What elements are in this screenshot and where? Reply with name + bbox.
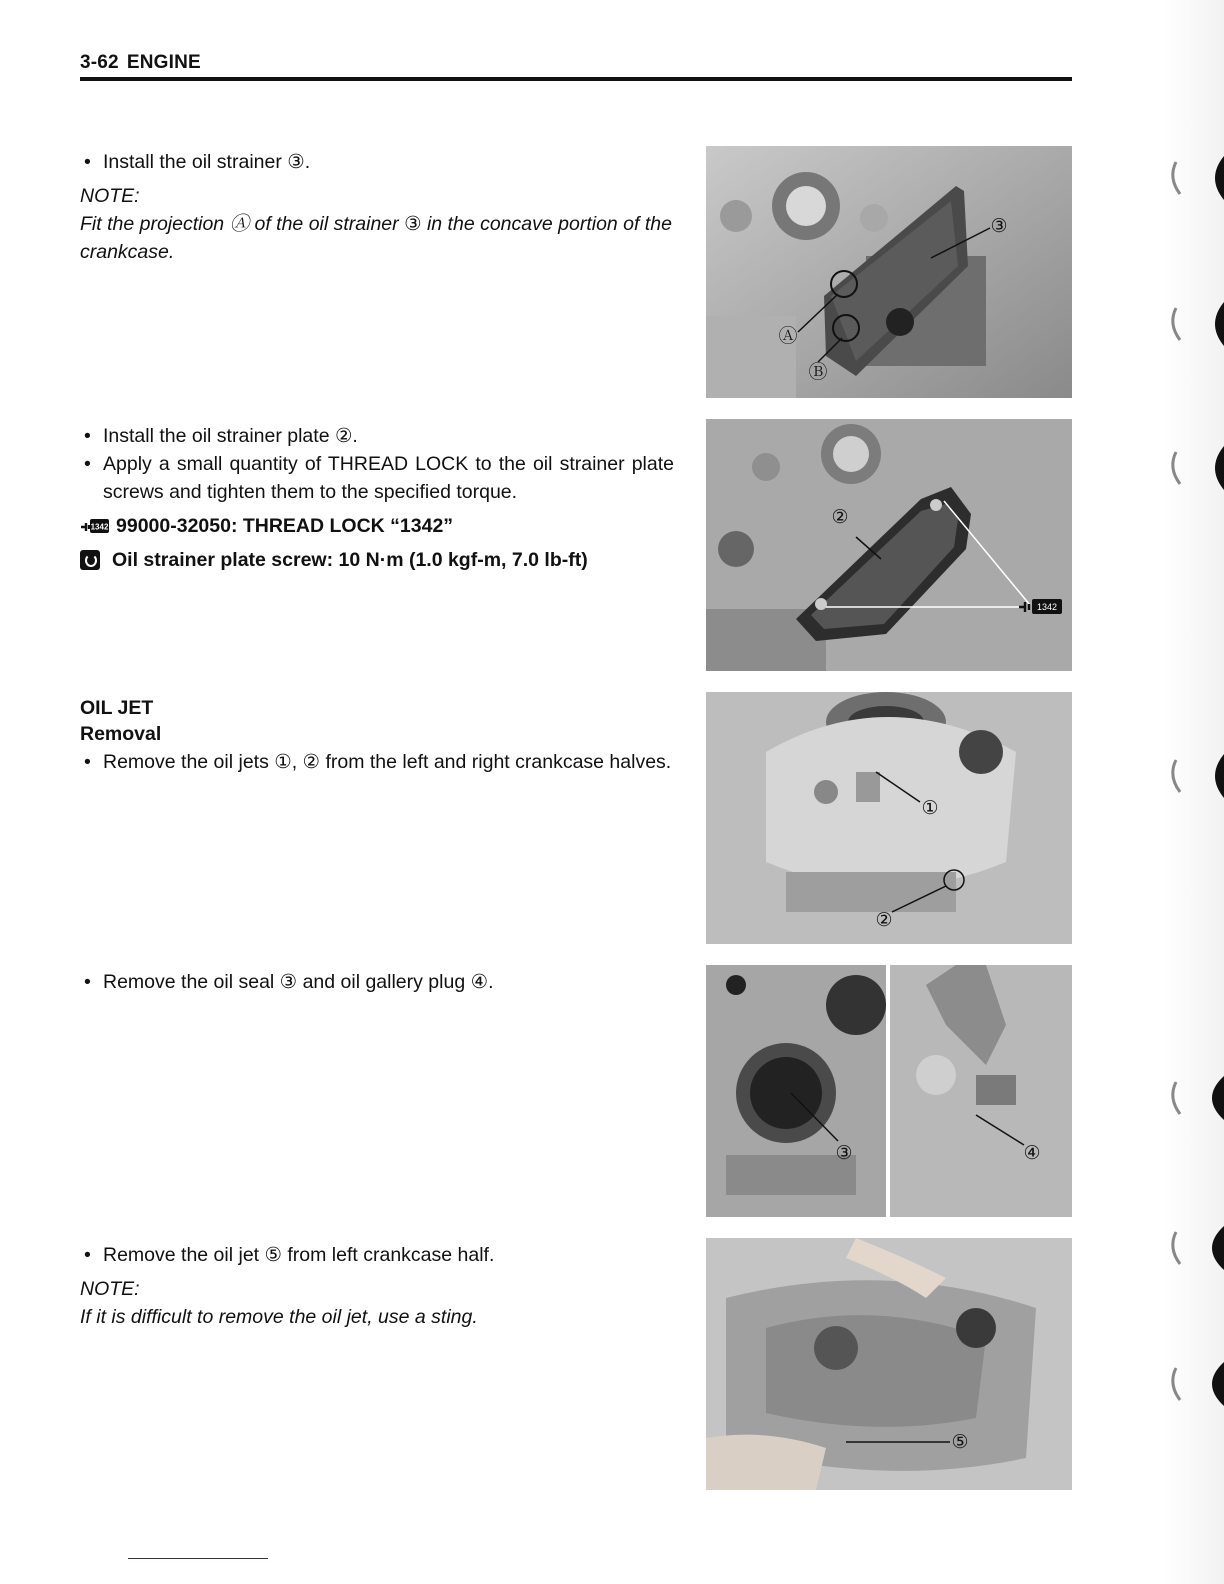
photo-label: ③: [835, 1142, 853, 1164]
bullet-remove-oil-jets: • Remove the oil jets ①, ② from the left and right crankcase halves.: [80, 748, 674, 776]
section-tab-icon: [1166, 1070, 1224, 1126]
bullet-remove-seal-plug: • Remove the oil seal ③ and oil gallery plug ④.: [80, 968, 674, 996]
section-title: ENGINE: [126, 52, 201, 73]
step-remove-oil-jet-5: [80, 1241, 674, 1331]
footer-rule: [128, 1558, 268, 1559]
note-label: NOTE:: [80, 1278, 140, 1300]
section-tab-icon: [1166, 440, 1224, 496]
bullet-apply-threadlock: • Apply a small quantity of THREAD LOCK to the oil strainer plate screws and tighten them to the specified torque.: [80, 450, 674, 506]
threadlock-spec: [80, 512, 674, 540]
photo-label: ③: [990, 215, 1008, 237]
photo-label: Ⓑ: [808, 361, 828, 383]
threadlock-text: 99000-32050: THREAD LOCK “1342”: [116, 515, 454, 537]
bullet-remove-jet-5: • Remove the oil jet ⑤ from left crankcase half.: [80, 1241, 674, 1269]
bullet-install-strainer: • Install the oil strainer ③.: [80, 148, 674, 176]
photo-label: ④: [1023, 1142, 1041, 1164]
note-label: NOTE:: [80, 185, 140, 207]
photo-label: Ⓐ: [778, 325, 798, 347]
page-number: 3-62: [80, 52, 119, 73]
section-tab-icon: [1166, 1356, 1224, 1412]
section-tab-icon: [1166, 296, 1224, 352]
section-heading: OIL JET: [80, 697, 154, 719]
photo-oil-jets: [706, 692, 1072, 944]
thread-lock-icon: [80, 517, 110, 535]
photo-oil-strainer-plate: [706, 419, 1072, 671]
bullet-install-plate: • Install the oil strainer plate ②.: [80, 422, 674, 450]
note-text: If it is difficult to remove the oil jet, use a sting.: [80, 1306, 478, 1328]
step-install-strainer-plate: [80, 422, 674, 574]
photo-label: ②: [831, 506, 849, 528]
photo-oil-seal-plug: [706, 965, 1072, 1217]
section-tab-icon: [1166, 150, 1224, 206]
oil-jet-section: [80, 694, 674, 776]
header-rule: [80, 77, 1072, 81]
photo-label: ②: [875, 909, 893, 931]
section-tab-icon: [1166, 1220, 1224, 1276]
photo-label: ①: [921, 797, 939, 819]
photo-label: ⑤: [951, 1431, 969, 1453]
page-header: [80, 52, 201, 74]
torque-text: Oil strainer plate screw: 10 N·m (1.0 kgf-m, 7.0 lb-ft): [112, 549, 588, 571]
torque-spec: [80, 546, 674, 574]
step-remove-oil-seal: [80, 968, 674, 996]
thread-lock-icon-text: 1342: [90, 522, 109, 532]
step-install-oil-strainer: [80, 148, 674, 266]
torque-wrench-icon: [80, 550, 100, 570]
photo-oil-strainer: [706, 146, 1072, 398]
section-tab-icon: [1166, 748, 1224, 804]
thread-lock-icon-text: 1342: [1036, 602, 1058, 612]
photo-remove-oil-jet: [706, 1238, 1072, 1490]
note-text: Fit the projection Ⓐ of the oil strainer ③ in the concave portion of the crankcase.: [80, 213, 672, 263]
section-subheading: Removal: [80, 723, 162, 745]
